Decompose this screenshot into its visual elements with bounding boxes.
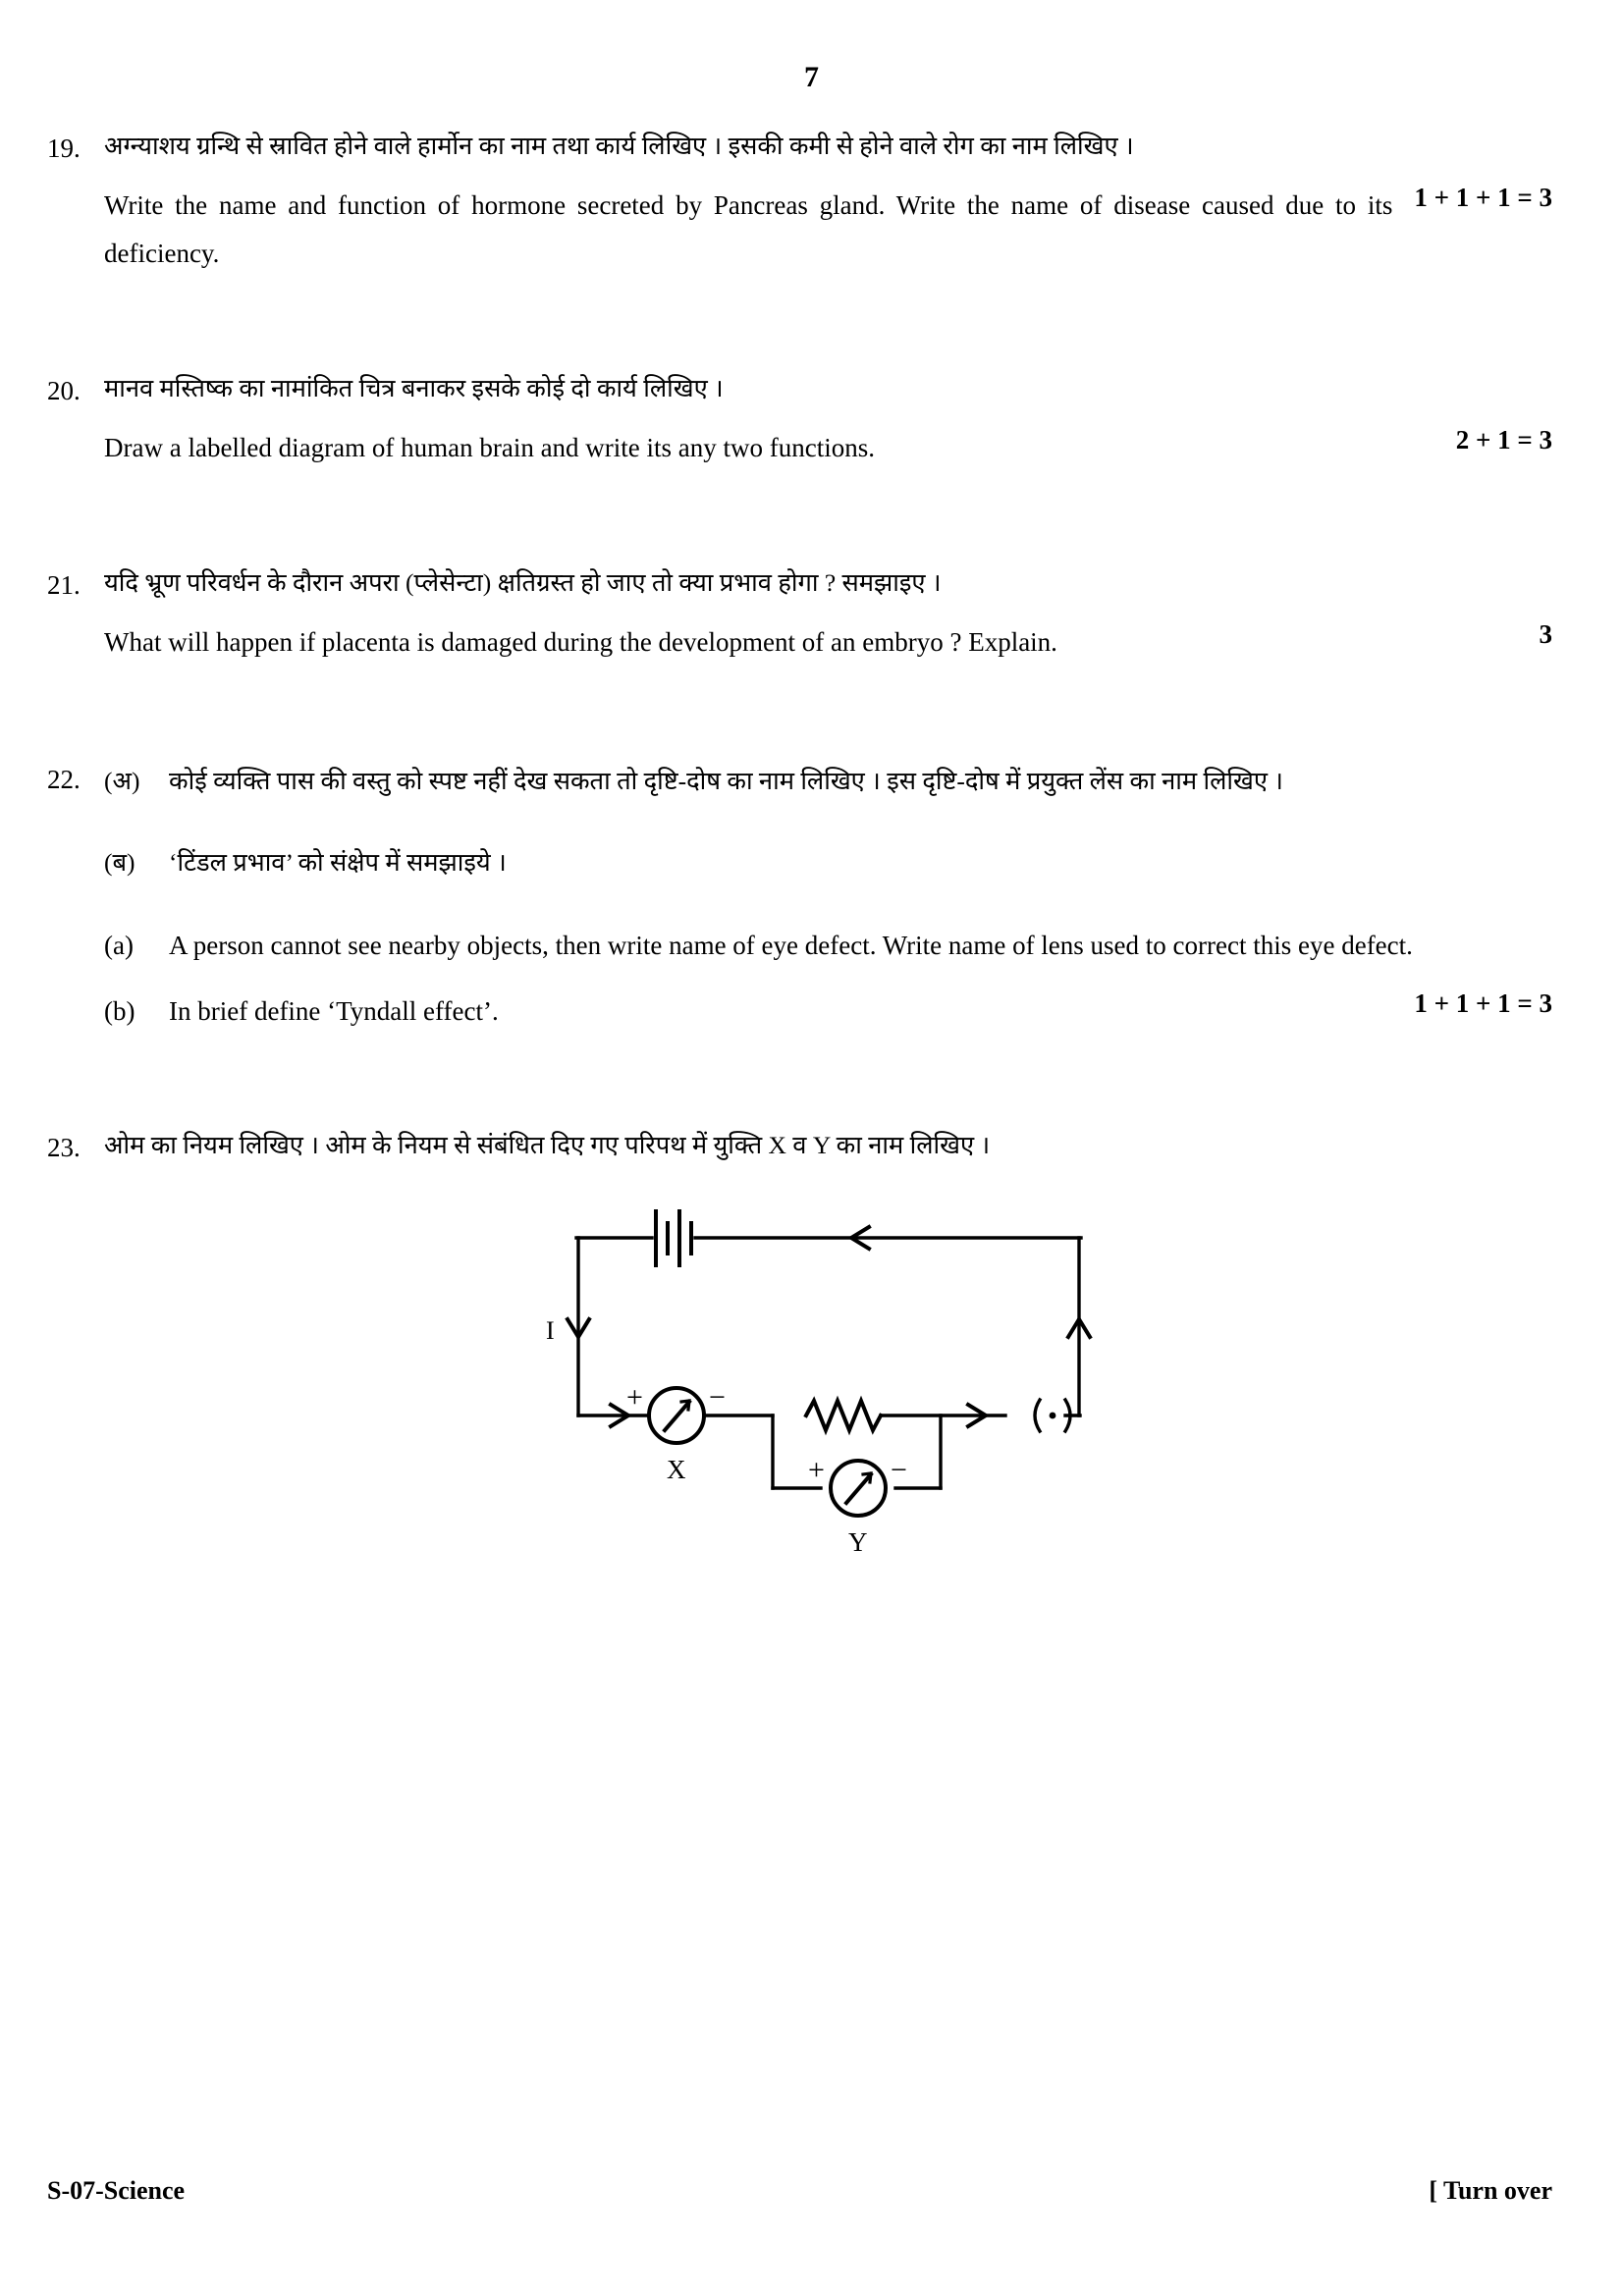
spacer bbox=[47, 472, 1552, 531]
question-20 bbox=[47, 366, 1552, 472]
turn-over-label: [ Turn over bbox=[1429, 2176, 1552, 2205]
spacer bbox=[104, 605, 1552, 618]
resistor-symbol bbox=[806, 1401, 881, 1430]
question-marks: 1 + 1 + 1 = 3 bbox=[1414, 988, 1552, 1018]
part-label: (ब) bbox=[104, 847, 135, 877]
question-text-hindi: यदि भ्रूण परिवर्धन के दौरान अपरा (प्लेसेन्टा) क्षतिग्रस्त हो जाए तो क्या प्रभाव होगा ? समझाइए । bbox=[104, 567, 942, 597]
ammeter-needle bbox=[665, 1402, 689, 1430]
circuit-diagram-container bbox=[104, 1192, 1552, 1557]
page-number: 7 bbox=[804, 61, 819, 93]
question-english-row bbox=[104, 182, 1552, 277]
question-body bbox=[104, 1123, 1552, 1557]
part-text: In brief define ‘Tyndall effect’. bbox=[169, 995, 499, 1026]
page-footer bbox=[47, 2176, 1552, 2206]
question-21 bbox=[47, 561, 1552, 667]
spacer bbox=[104, 970, 1552, 984]
voltmeter-needle bbox=[846, 1474, 871, 1503]
switch-contact-dot bbox=[1049, 1412, 1055, 1418]
switch-bracket-left bbox=[1035, 1400, 1040, 1431]
question-body bbox=[104, 561, 1552, 667]
part-text: कोई व्यक्ति पास की वस्तु को स्पष्ट नहीं देख सकता तो दृष्टि-दोष का नाम लिखिए । इस दृष्टि-दोष में प्रयुक्त लेंस का नाम लिखिए । bbox=[169, 766, 1283, 795]
question-english-row bbox=[104, 618, 1552, 667]
part-label: (b) bbox=[104, 995, 135, 1026]
question-marks: 2 + 1 = 3 bbox=[1455, 424, 1552, 454]
question-number: 19. bbox=[47, 133, 81, 163]
voltmeter-minus-terminal: − bbox=[890, 1453, 907, 1486]
question-text-english: Write the name and function of hormone secreted by Pancreas gland. Write the name of disease caused due to its deficiency. bbox=[104, 190, 1393, 268]
question-text-english: What will happen if placenta is damaged during the development of an embryo ? Explain. bbox=[104, 626, 1057, 657]
spacer bbox=[104, 410, 1552, 424]
spacer bbox=[47, 1035, 1552, 1094]
circuit-diagram bbox=[524, 1192, 1133, 1557]
voltmeter-label: Y bbox=[847, 1526, 867, 1557]
question-body bbox=[104, 755, 1552, 1036]
ammeter-plus-terminal: + bbox=[625, 1380, 643, 1414]
spacer bbox=[47, 278, 1552, 337]
spacer bbox=[104, 884, 1552, 918]
part-text: ‘टिंडल प्रभाव’ को संक्षेप में समझाइये । bbox=[169, 847, 507, 877]
question-22 bbox=[47, 755, 1552, 1036]
voltmeter-plus-terminal: + bbox=[807, 1453, 825, 1486]
page-content bbox=[0, 124, 1623, 1557]
question-english-row bbox=[104, 424, 1552, 472]
question-text-hindi: अग्न्याशय ग्रन्थि से स्रावित होने वाले हार्मोन का नाम तथा कार्य लिखिए । इसकी कमी से होने वाले रोग का नाम लिखिए । bbox=[104, 132, 1134, 160]
part-text-row bbox=[169, 988, 1552, 1036]
question-number: 20. bbox=[47, 375, 81, 405]
part-label: (अ) bbox=[104, 766, 140, 795]
question-number: 23. bbox=[47, 1133, 81, 1163]
question-part-a-hindi bbox=[104, 759, 1552, 803]
question-part-b-hindi bbox=[104, 840, 1552, 884]
question-number: 22. bbox=[47, 764, 81, 794]
spacer bbox=[47, 667, 1552, 725]
question-part-b-english bbox=[104, 988, 1552, 1036]
question-body bbox=[104, 366, 1552, 472]
spacer bbox=[104, 803, 1552, 836]
question-part-a-english bbox=[104, 922, 1552, 970]
question-marks: 1 + 1 + 1 = 3 bbox=[1414, 183, 1552, 213]
question-body bbox=[104, 124, 1552, 278]
question-marks: 3 bbox=[1539, 618, 1552, 649]
current-label: I bbox=[545, 1315, 555, 1345]
paper-code: S-07-Science bbox=[47, 2176, 186, 2205]
spacer bbox=[104, 168, 1552, 182]
question-text-hindi: ओम का नियम लिखिए । ओम के नियम से संबंधित दिए गए परिपथ में युक्ति X व Y का नाम लिखिए । bbox=[104, 1131, 991, 1160]
part-label: (a) bbox=[104, 931, 134, 961]
ammeter-label: X bbox=[666, 1454, 685, 1484]
question-text-english: Draw a labelled diagram of human brain and write its any two functions. bbox=[104, 432, 876, 462]
question-23 bbox=[47, 1123, 1552, 1557]
question-number: 21. bbox=[47, 569, 81, 600]
part-text: A person cannot see nearby objects, then write name of eye defect. Write name of lens used to correct this eye defect. bbox=[169, 931, 1413, 961]
question-19 bbox=[47, 124, 1552, 278]
question-text-hindi: मानव मस्तिष्क का नामांकित चित्र बनाकर इसके कोई दो कार्य लिखिए । bbox=[104, 373, 724, 402]
ammeter-minus-terminal: − bbox=[708, 1380, 726, 1414]
